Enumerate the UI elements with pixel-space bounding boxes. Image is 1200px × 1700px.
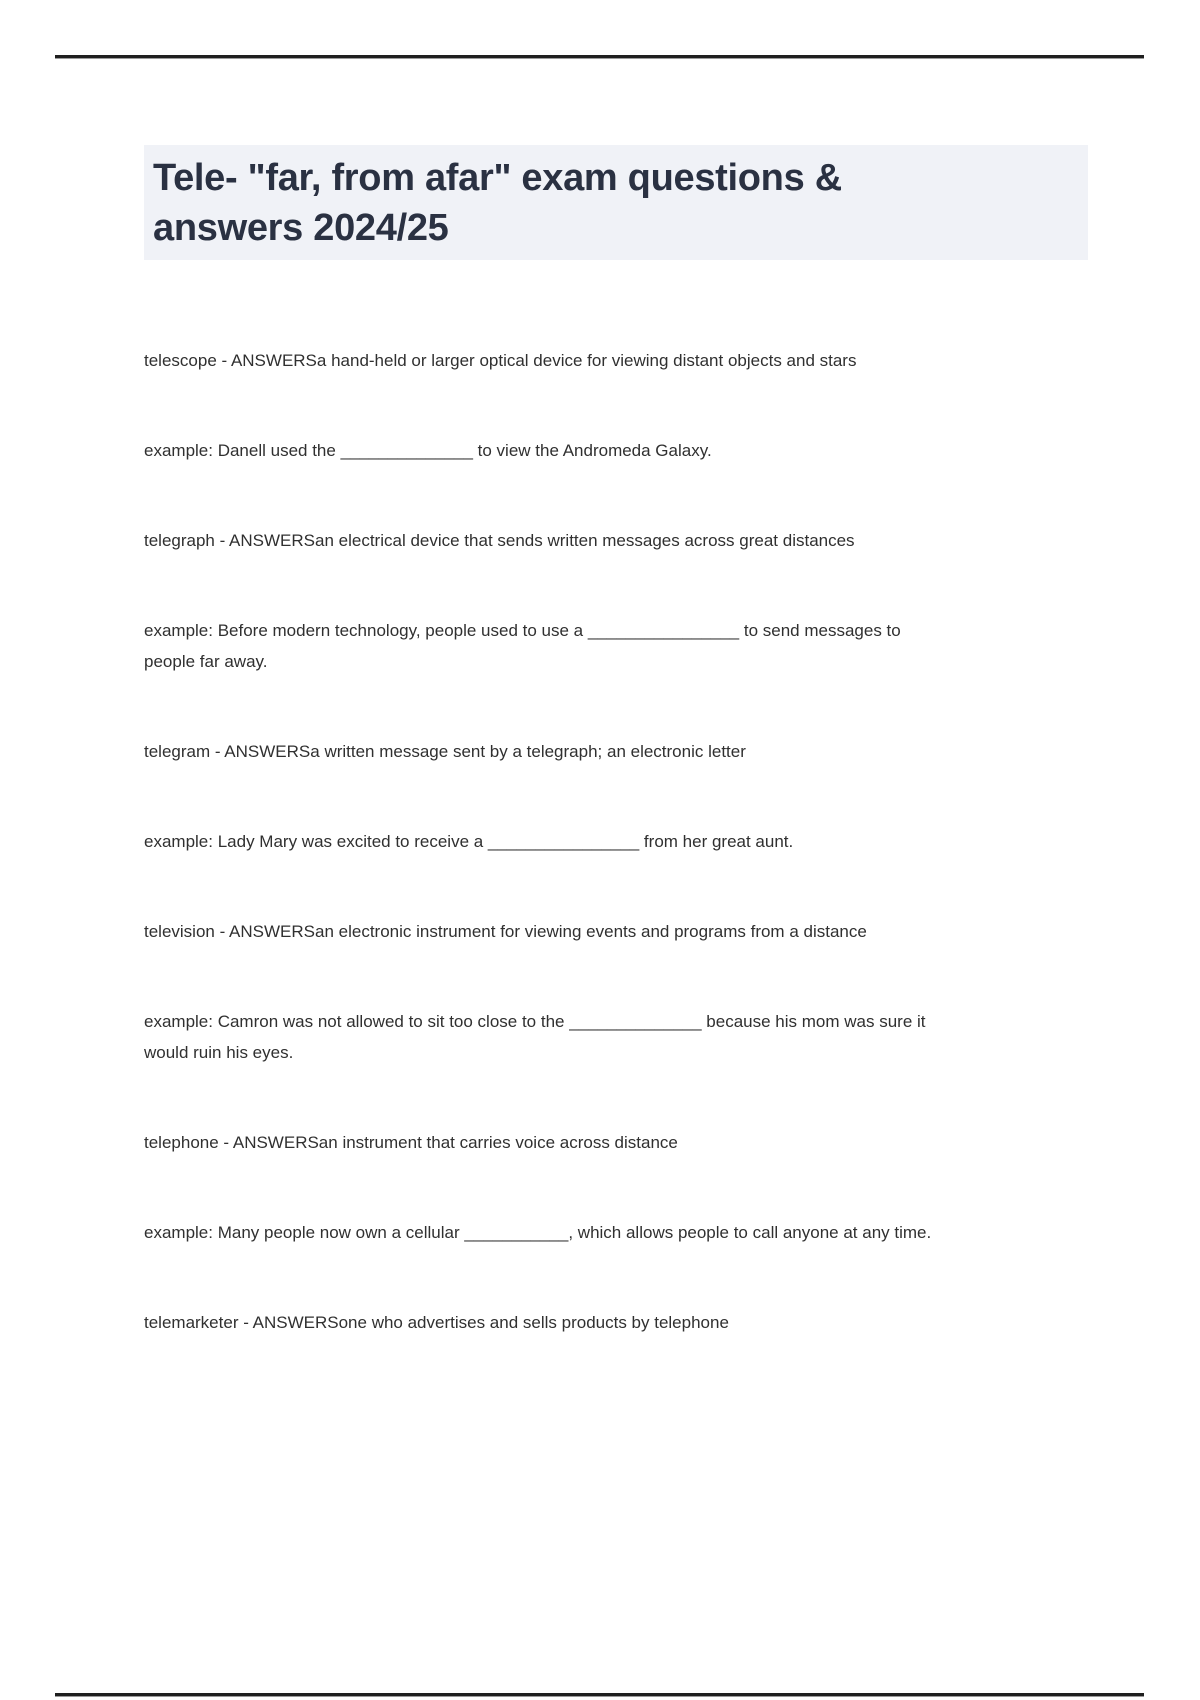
paragraph-line: example: Before modern technology, people used to use a ________________ to send messages to [144,621,901,640]
page-border-top [55,55,1144,59]
definition-telegram [144,736,1088,767]
paragraph-line: telegraph - ANSWERSan electrical device that sends written messages across great distances [144,531,855,550]
definition-telegraph [144,525,1088,556]
paragraph-line: would ruin his eyes. [144,1043,294,1062]
definition-telescope [144,345,1088,376]
paragraph-line: example: Lady Mary was excited to receive a ________________ from her great aunt. [144,832,794,851]
example-telescope [144,435,1088,466]
paragraph-line: telescope - ANSWERSa hand-held or larger optical device for viewing distant objects and stars [144,351,857,370]
definition-television [144,916,1088,947]
paragraph-line: example: Danell used the ______________ to view the Andromeda Galaxy. [144,441,712,460]
definition-telephone [144,1127,1088,1158]
document-content [144,145,1088,1338]
example-telegram [144,826,1088,857]
paragraph-line: example: Many people now own a cellular ___________, which allows people to call anyone at any time. [144,1223,932,1242]
document-title-line-2: answers 2024/25 [153,207,449,249]
qa-paragraphs [144,345,1088,1338]
paragraph-line: telemarketer - ANSWERSone who advertises and sells products by telephone [144,1313,729,1332]
definition-telemarketer [144,1307,1088,1338]
example-telephone [144,1217,1088,1248]
page-border-bottom [55,1693,1144,1697]
document-title-line-1: Tele- "far, from afar" exam questions & [153,157,842,199]
paragraph-line: telephone - ANSWERSan instrument that carries voice across distance [144,1133,678,1152]
paragraph-line: telegram - ANSWERSa written message sent by a telegraph; an electronic letter [144,742,746,761]
paragraph-line: people far away. [144,652,268,671]
example-telegraph [144,615,1088,677]
document-title [144,145,1088,260]
paragraph-line: television - ANSWERSan electronic instrument for viewing events and programs from a distance [144,922,867,941]
paragraph-line: example: Camron was not allowed to sit too close to the ______________ because his mom was sure it [144,1012,926,1031]
example-television [144,1006,1088,1068]
